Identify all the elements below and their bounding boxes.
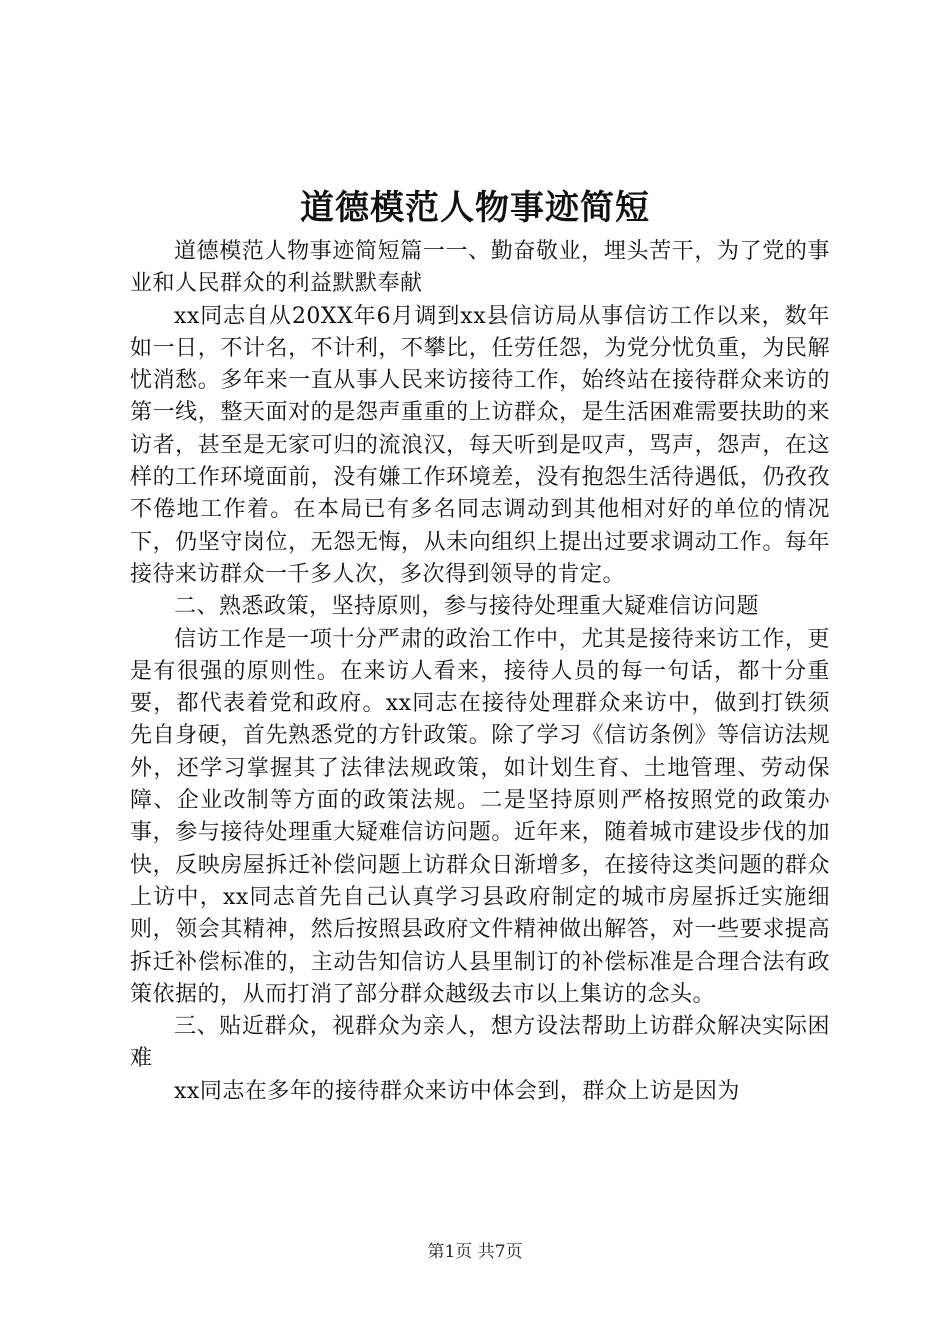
page-number-footer: 第1页 共7页 [427, 1242, 523, 1262]
paragraph-1: xx同志自从20XX年6月调到xx县信访局从事信访工作以来，数年如一日，不计名，不计利，不攀比，任劳任怨，为党分忧负重，为民解忧消愁。多年来一直从事人民来访接待工作，始终站在接待群众来访的第一线，整天面对的是怨声重重的上访群众，是生活困难需要扶助的来访者，甚至是无家可归的流浪汉，每天听到是叹声，骂声，怨声，在这样的工作环境面前，没有嫌工作环境差，没有抱怨生活待遇低，仍孜孜不倦地工作着。在本局已有多名同志调动到其他相对好的单位的情况下，仍坚守岗位，无怨无悔，从未向组织上提出过要求调动工作。每年接待来访群众一千多人次，多次得到领导的肯定。 [130, 303, 830, 587]
paragraph-3: xx同志在多年的接待群众来访中体会到，群众上访是因为 [174, 1078, 740, 1104]
paragraph-2: 信访工作是一项十分严肃的政治工作中，尤其是接待来访工作，更是有很强的原则性。在来访人看来，接待人员的每一句话，都十分重要，都代表着党和政府。xx同志在接待处理群众来访中，做到打铁须先自身硬，首先熟悉党的方针政策。除了学习《信访条例》等信访法规外，还学习掌握其了法律法规政策，如计划生育、土地管理、劳动保障、企业改制等方面的政策法规。二是坚持原则严格按照党的政策办事，参与接待处理重大疑难信访问题。近年来，随着城市建设步伐的加快，反映房屋拆迁补偿问题上访群众日渐增多，在接待这类问题的群众上访中，xx同志首先自己认真学习县政府制定的城市房屋拆迁实施细则，领会其精神，然后按照县政府文件精神做出解答，对一些要求提高拆迁补偿标准的，主动告知信访人县里制订的补偿标准是合理合法有政策依据的，从而打消了部分群众越级去市以上集访的念头。 [130, 626, 830, 1007]
paragraph-heading-1: 道德模范人物事迹简短篇一一、勤奋敬业，埋头苦干，为了党的事业和人民群众的利益默默奉献 [130, 239, 830, 297]
paragraph-heading-2: 二、熟悉政策，坚持原则，参与接待处理重大疑难信访问题 [174, 594, 760, 620]
document-title: 道德模范人物事迹简短 [300, 188, 650, 228]
document-body [130, 236, 830, 1108]
paragraph-heading-3: 三、贴近群众，视群众为亲人，想方设法帮助上访群众解决实际困难 [130, 1014, 830, 1072]
